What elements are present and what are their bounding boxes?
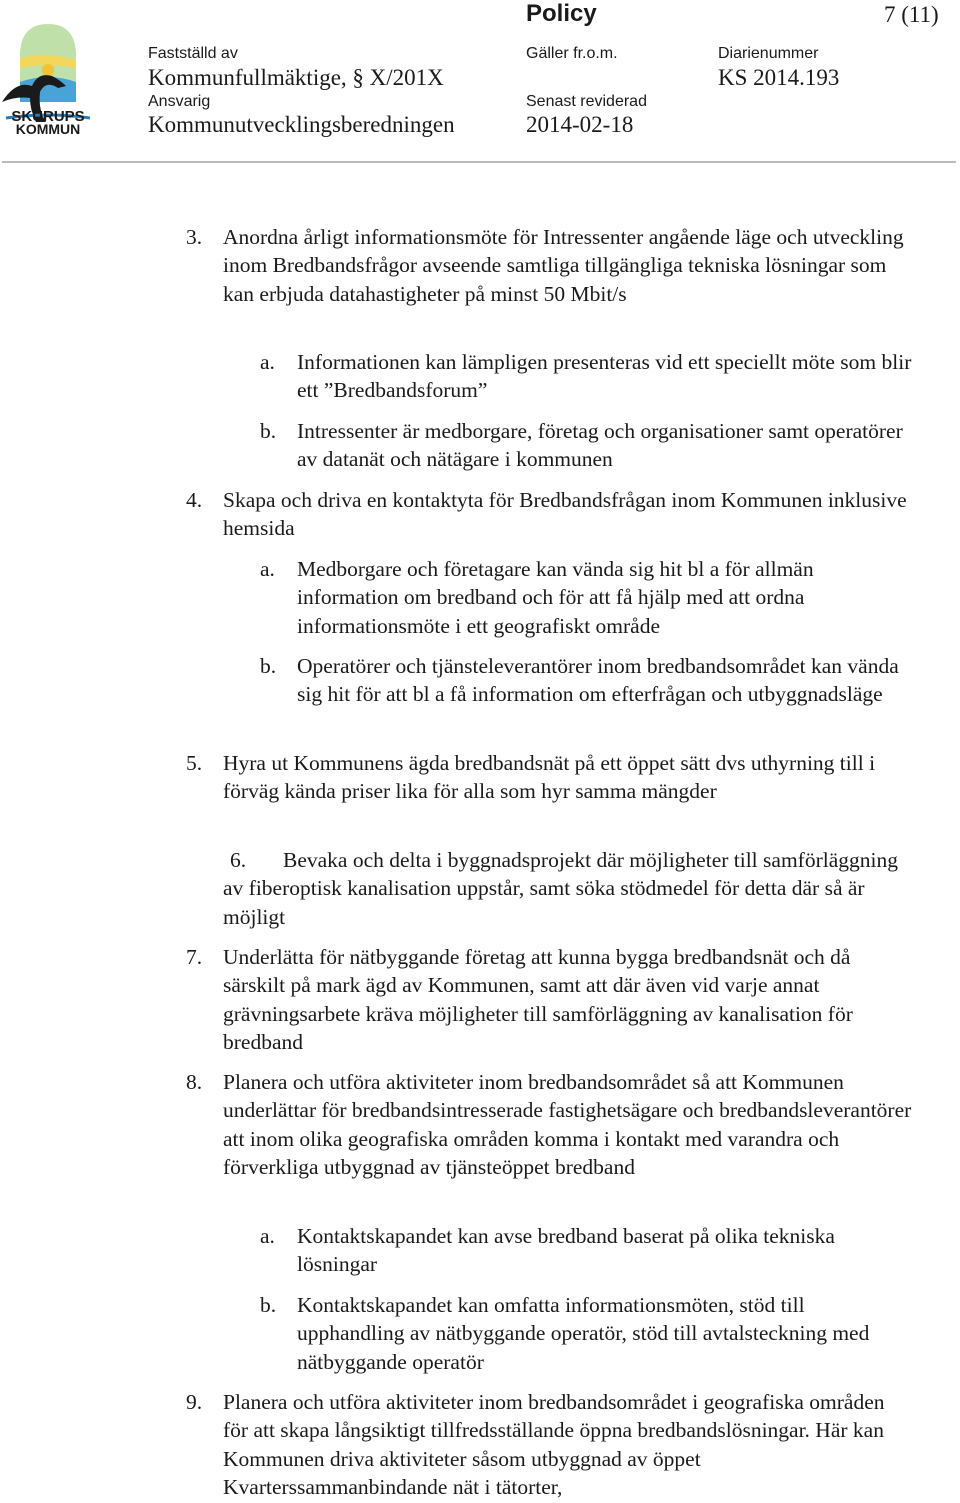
- established-by-value: Kommunfullmäktige, § X/201X: [148, 65, 444, 90]
- responsible-value: Kommunutvecklingsberedningen: [148, 112, 455, 137]
- subitem-letter: a.: [260, 1224, 275, 1248]
- subitem-text: Kontaktskapandet kan omfatta informationsmöten, stöd till upphandling av nätbyggande operatör, stöd till avtalsteckning med nätbyggande operatör: [297, 1293, 870, 1374]
- item-text: Hyra ut Kommunens ägda bredbandsnät på ett öppet sätt dvs uthyrning till i förväg kända priser lika för alla som hyr samma mängder: [223, 751, 876, 804]
- item-number: 8.: [186, 1070, 203, 1094]
- skurups-kommun-logo: [2, 18, 94, 134]
- item-number: 5.: [186, 751, 203, 775]
- item-text: Planera och utföra aktiviteter inom bredbandsområdet så att Kommunen underlättar för bredbandsintresserade fastighetsägare och bredbandsleverantörer att inom olika geografiska områden komma i kontakt med varandra och förverkliga utbyggnad av tjänsteöppet bredband: [223, 1070, 912, 1179]
- established-by-label: Fastställd av: [148, 45, 238, 62]
- subitem-letter: a.: [260, 557, 275, 581]
- header-divider: [2, 161, 956, 163]
- registry-number-value: KS 2014.193: [718, 65, 840, 90]
- subitem-text: Informationen kan lämpligen presenteras vid ett speciellt möte som blir ett ”Bredbandsforum”: [297, 350, 912, 403]
- item-text: Skapa och driva en kontaktyta för Bredbandsfrågan inom Kommunen inklusive hemsida: [223, 488, 907, 541]
- item-text: Planera och utföra aktiviteter inom bredbandsområdet i geografiska områden för att skapa långsiktigt tillfredsställande öppna bredbandslösningar. Här kan Kommunen driva aktiviteter såsom utbyggnad av öppet Kvarterssammanbindande nät i tätorter,: [223, 1390, 885, 1499]
- subitem-text: Intressenter är medborgare, företag och organisationer samt operatörer av datanät och nätägare i kommunen: [297, 419, 903, 472]
- subitem-letter: b.: [260, 1293, 277, 1317]
- valid-from-label: Gäller fr.o.m.: [526, 45, 618, 62]
- item-number: 3.: [186, 225, 203, 249]
- item-text: Bevaka och delta i byggnadsprojekt där möjligheter till samförläggning av fiberoptisk kanalisation uppstår, samt söka stödmedel för detta där så är möjligt: [223, 848, 898, 929]
- item-number: 9.: [186, 1390, 203, 1414]
- registry-number-label: Diarienummer: [718, 45, 819, 62]
- subitem-text: Kontaktskapandet kan avse bredband baserat på olika tekniska lösningar: [297, 1224, 835, 1277]
- item-number: 6.: [230, 848, 247, 872]
- subitem-letter: b.: [260, 419, 277, 443]
- item-number: 4.: [186, 488, 203, 512]
- document-header: [0, 0, 960, 168]
- subitem-letter: b.: [260, 654, 277, 678]
- document-type: Policy: [526, 0, 597, 27]
- item-number: 7.: [186, 945, 203, 969]
- subitem-text: Operatörer och tjänsteleverantörer inom bredbandsområdet kan vända sig hit för att bl a få information om efterfrågan och utbyggnadsläge: [297, 654, 899, 707]
- subitem-text: Medborgare och företagare kan vända sig hit bl a för allmän information om bredband och för att få hjälp med att ordna informationsmöte i ett geografiskt område: [297, 557, 814, 638]
- logo-line-2: KOMMUN: [15, 121, 81, 134]
- responsible-label: Ansvarig: [148, 93, 211, 110]
- item-text: Anordna årligt informationsmöte för Intressenter angående läge och utveckling inom Bredbandsfrågor avseende samtliga tillgängliga tekniska lösningar som kan erbjuda datahastigheter på minst 50 Mbit/s: [223, 225, 904, 306]
- last-revised-value: 2014-02-18: [526, 112, 634, 137]
- item-text: Underlätta för nätbyggande företag att kunna bygga bredbandsnät och då särskilt på mark ägd av Kommunen, samt att där även vid varje annat grävningsarbete kräva möjligheter till samförläggning av kanalisation för bredband: [223, 945, 853, 1054]
- subitem-letter: a.: [260, 350, 275, 374]
- page-number: 7 (11): [884, 2, 939, 27]
- last-revised-label: Senast reviderad: [526, 93, 647, 110]
- logo-line-1: SKURUPS: [11, 108, 85, 125]
